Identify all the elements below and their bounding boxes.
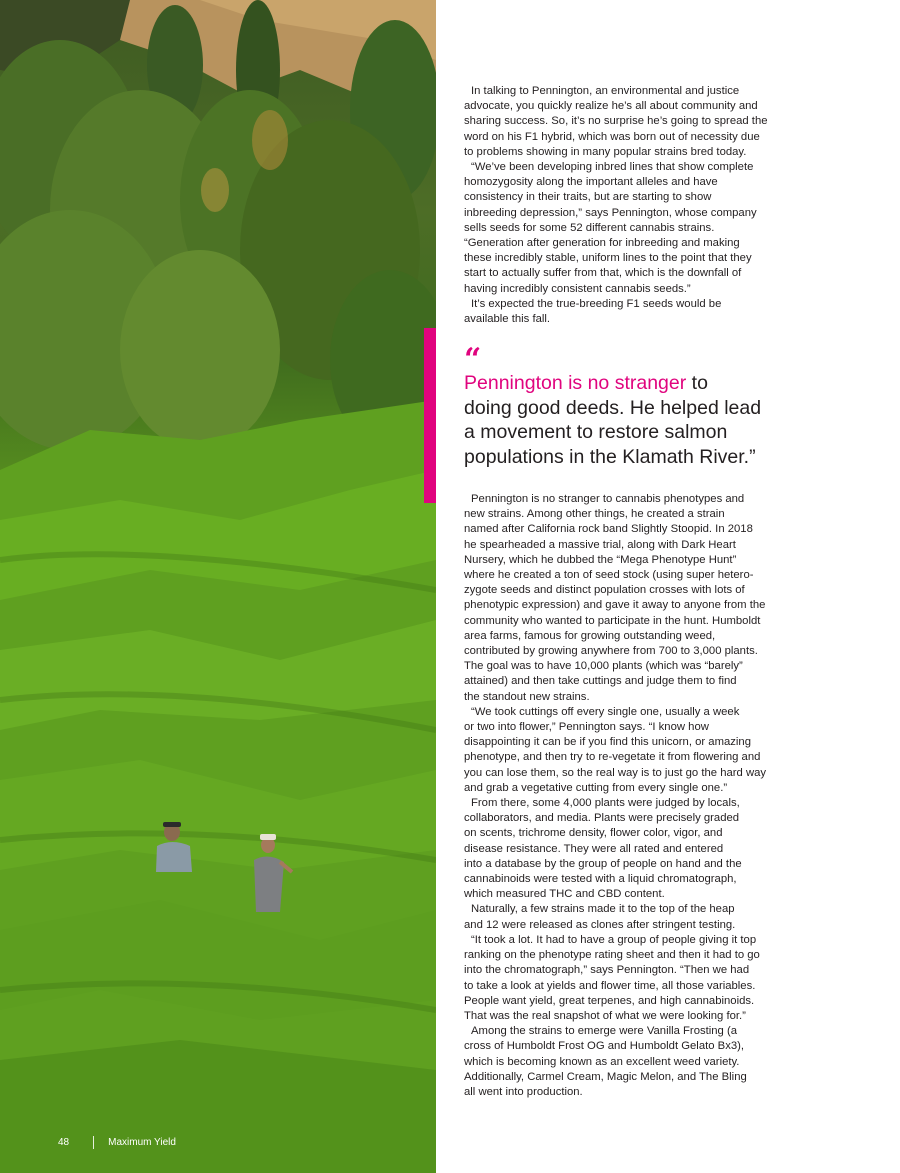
paragraph: Pennington is no stranger to cannabis phenotypes and new strains. Among other things, he created a strain named after California rock band Slightly Stoopid. In 2018 he spearheaded a massive trial, along with Dark Heart Nursery, which he dubbed the “Mega Phenotype Hunt” where he created a ton of seed stock (using super hetero- zygote seeds and distinct population crosses with lots of phenotypic expression) and gave it away to anyone from the community who wanted to participate in the hunt. Humboldt area farms, famous for growing outstanding weed, contributed by growing anywhere from 700 to 3,000 plants. The goal was to have 10,000 plants (which was “barely” attained) and then take cuttings and judge them to find the standout new strains. <box>464 493 766 703</box>
paragraph: Naturally, a few strains made it to the top of the heap and 12 were released as clones after stringent testing. <box>464 903 736 931</box>
pull-quote-highlight: Pennington is no stranger <box>464 372 687 394</box>
pull-quote-text <box>464 371 794 469</box>
paragraph: “We took cuttings off every single one, usually a week or two into flower,” Pennington says. “I know how disappointing it can be if you find this unicorn, or amazing phenotype, and then try to re-vegetate it from flowering and you can lose them, so the real way is to just go the hard way and grab a vegetative cutting from every single one.” <box>464 705 767 794</box>
paragraph: “We’ve been developing inbred lines that show complete homozygosity along the important alleles and have consistency in their traits, but are starting to show inbreeding depression,” says Pennington, whose company sells seeds for some 52 different cannabis strains. “Generation after generation for inbreeding and making these incredibly stable, uniform lines to the point that they start to actually suffer from that, which is the downfall of having incredibly consistent cannabis seeds.” <box>464 161 757 295</box>
paragraph: In talking to Pennington, an environmental and justice advocate, you quickly realize he’s all about community and sharing success. So, it’s no surprise he’s going to spread the word on his F1 hybrid, which was born out of necessity due to problems showing in many popular strains bred today. <box>464 85 768 158</box>
cannabis-field-illustration <box>0 0 436 1173</box>
paragraph: From there, some 4,000 plants were judged by locals, collaborators, and media. Plants were precisely graded on scents, trichrome density, flower color, vigor, and disease resistance. They were all rated and entered into a database by the group of people on hand and the cannabinoids were tested with a liquid chromatograph, which measured THC and CBD content. <box>464 797 742 901</box>
pull-quote <box>464 342 794 469</box>
folio-divider <box>93 1136 94 1149</box>
page-folio <box>58 1136 176 1149</box>
quote-mark-icon: “ <box>464 342 482 377</box>
paragraph: Among the strains to emerge were Vanilla Frosting (a cross of Humboldt Frost OG and Humboldt Gelato Bx3), which is becoming known as an excellent weed variety. Additionally, Carmel Cream, Magic Melon, and The Bling all went into production. <box>464 1025 747 1098</box>
publication-name: Maximum Yield <box>108 1137 176 1148</box>
article-body-top <box>464 84 884 327</box>
article-photo <box>0 0 436 1173</box>
article-body-bottom <box>464 492 884 1100</box>
paragraph: “It took a lot. It had to have a group of people giving it top ranking on the phenotype rating sheet and then it had to go into the chromatograph,” says Pennington. “Then we had to take a look at yields and flower time, all those variables. People want yield, great terpenes, and high cannabinoids. That was the real snapshot of what we were looking for.” <box>464 933 760 1022</box>
paragraph: It’s expected the true-breeding F1 seeds would be available this fall. <box>464 297 722 326</box>
pull-quote-accent-bar <box>424 328 436 503</box>
pull-quote-rest: to doing good deeds. He helped lead a movement to restore salmon populations in the Klamath River.” <box>464 372 762 468</box>
page-number: 48 <box>58 1137 70 1148</box>
